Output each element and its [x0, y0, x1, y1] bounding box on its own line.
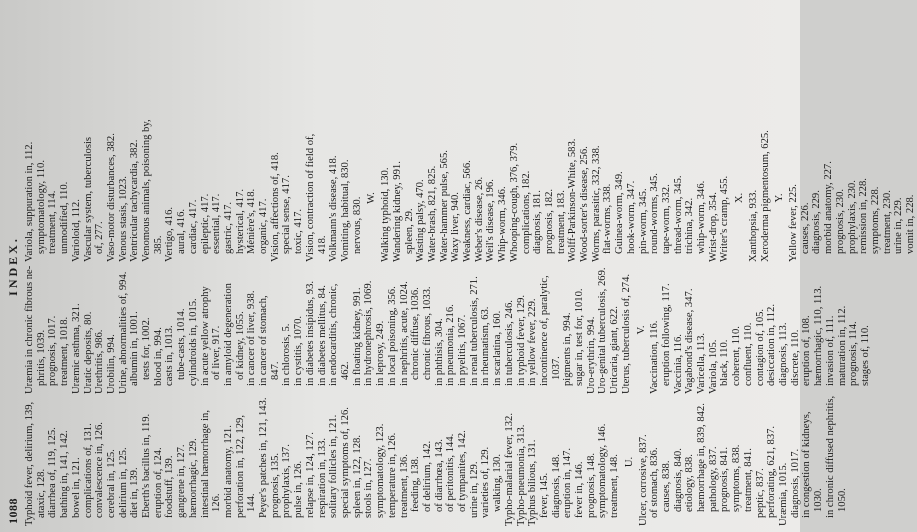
index-entry: round-worms, 345. — [649, 173, 661, 254]
index-entry: Uterus, tuberculosis of, 274. — [620, 273, 632, 394]
page-title: INDEX. — [6, 236, 20, 296]
index-entry: of diarrhœa, 143. — [433, 439, 445, 512]
index-entry: Whooping-cough, 376, 379. — [508, 142, 520, 262]
index-entry: bowel in, 121. — [70, 457, 82, 518]
index-entry: convalescence in, 126. — [94, 422, 106, 518]
index-entry: Wood-sorter's disease, 256. — [579, 146, 591, 262]
index-entry: Uro-erythrin, 994. — [585, 316, 597, 394]
index-entry: confluent, 110. — [742, 322, 754, 386]
index-entry: Peyer's patches in, 121, 143. — [258, 397, 270, 518]
index-entry: in tuberculosis, 246. — [503, 300, 515, 386]
index-entry: Vascular system, tuberculosis — [82, 136, 94, 262]
index-entry: special symptoms of, 126. — [339, 407, 351, 518]
index-entry: in chlorosis, 5. — [281, 323, 293, 386]
index-entry: Uræmia in chronic fibrous ne- — [24, 265, 35, 394]
index-entry: Vaccinia, 116. — [672, 334, 684, 394]
index-entry: 418. — [316, 235, 328, 254]
index-entry: Typhoid fever, delirium, 139, — [24, 401, 35, 526]
index-entry: treatment, 841. — [742, 448, 754, 512]
index-entry: of delirium, 142. — [421, 440, 433, 512]
index-entry: toxic, 417. — [293, 208, 305, 254]
index-entry: perforating, 621, 837. — [766, 425, 778, 518]
index-entry: diarrhea of, 119, 125. — [47, 427, 59, 518]
index-entry: Typho-pneumonia, 313. — [515, 424, 527, 526]
index-entry: Weakness, cardiac, 566. — [462, 160, 474, 262]
index-entry: Waxy liver, 940. — [450, 192, 462, 262]
index-entry: 462. — [339, 361, 351, 380]
index-entry: Xanthopsia, 933. — [747, 189, 759, 262]
index-entry: eruption of, 124. — [152, 447, 164, 518]
index-entry: Eberth's bacillus in, 119. — [141, 413, 153, 518]
index-entry: blood in, 994. — [152, 327, 164, 386]
index-entry: in chronic diffused nephritis, — [824, 395, 836, 518]
index-entry: treatment, 136. — [398, 454, 410, 518]
index-entry: pathology, 837. — [707, 446, 719, 512]
index-entry: in pneumonia, 216. — [445, 304, 457, 386]
index-entry: 1030. — [813, 488, 825, 512]
index-entry: in rheumatism, 63. — [480, 306, 492, 386]
index-entry: cylindroids in, 1015. — [187, 298, 199, 386]
index-entry: desiccation in, 112. — [766, 304, 778, 386]
index-entry: Variola, 105. — [707, 339, 719, 394]
index-entry: causes, 838. — [660, 460, 672, 512]
index-entry: trichina, 342. — [684, 197, 696, 254]
index-entry: prophylaxis, 137. — [281, 444, 293, 518]
index-entry: complications of, 131. — [82, 423, 94, 518]
index-entry: Guinea-worm, 349. — [614, 171, 626, 254]
index-entry: in amyloid degeneration — [222, 283, 234, 386]
index-entry: in diabetes mellitus, 84. — [316, 285, 328, 386]
index-entry: in cancer of stomach, — [258, 295, 270, 386]
index-entry: aural, 416. — [176, 208, 188, 254]
index-entry: Varicella, 113. — [696, 332, 708, 394]
index-entry: Urobilin, 994. — [105, 334, 117, 394]
index-entry: Wasting palsy, 470. — [415, 179, 427, 262]
index-entry: varieties of, 129. — [480, 446, 492, 518]
index-entry: Weber's disease, 26. — [473, 176, 485, 262]
index-entry: prophylaxis, 230. — [846, 180, 858, 254]
index-entry: Vomiting, habitual, 830. — [339, 159, 351, 262]
index-entry: feeding, 138. — [410, 456, 422, 512]
index-entry: cerebral in, 125. — [105, 449, 117, 518]
index-entry: walking, 130. — [492, 454, 504, 512]
index-section-letter: X. — [734, 192, 746, 204]
index-entry: foodstuff, 139. — [164, 455, 176, 518]
index-entry: essential, 417. — [211, 193, 223, 254]
index-entry: Venomous animals, poisoning by, — [141, 119, 153, 262]
index-entry: black, 110. — [719, 339, 731, 386]
index-entry: in pyelitis, 1067. — [457, 314, 469, 386]
index-entry: Weil's disease, 196. — [485, 179, 497, 262]
index-entry: treatment, 230. — [881, 190, 893, 254]
index-entry: diagnosis, 229. — [811, 190, 823, 254]
index-entry: Wrist-drop, 354. — [707, 192, 719, 262]
index-entry: solitary follicles in, 121. — [328, 414, 340, 518]
index-entry: hæmorrhagic, 129. — [187, 438, 199, 518]
index-entry: Wolff-Parkinson-White, 583. — [567, 138, 579, 262]
index-entry: Walking typhoid, 130. — [380, 167, 392, 262]
index-entry: diagnosis, 1017. — [789, 448, 801, 518]
index-entry: sugar in, test for, 1010. — [574, 288, 586, 386]
index-entry: in typhoid fever, 129. — [515, 294, 527, 386]
index-entry: tube-casts, 1014. — [176, 308, 188, 380]
index-entry: Xeroderma pigmentosum, 625. — [759, 130, 771, 262]
index-entry: discrete, 110. — [789, 329, 801, 386]
index-entry: chronic fibrous, 1033. — [421, 286, 433, 380]
index-section-letter: Y. — [774, 193, 786, 203]
index-entry: Variola, suppuration in, 112. — [24, 141, 35, 262]
index-entry: symptomatology, 146. — [597, 423, 609, 518]
index-entry: morbid anatomy, 121. — [222, 425, 234, 518]
index-entry: prognosis, 1017. — [47, 315, 59, 386]
index-entry: eruption following, 117. — [660, 283, 672, 386]
index-entry: phritis, 1039. — [35, 329, 47, 386]
index-entry: urine in, 129. — [468, 461, 480, 518]
index-entry: of kidney, 1055. — [234, 311, 246, 380]
index-entry: treatment, 183. — [555, 190, 567, 254]
index-entry: prognosis, 182. — [543, 188, 555, 254]
index-entry: Uræmia, 1015. — [778, 462, 789, 526]
index-entry: nervous, 830. — [351, 196, 363, 254]
index-entry: Vertigo, 416. — [164, 206, 176, 262]
index-entry: Typhus bilious, 131. — [527, 439, 539, 526]
index-entry: in renal tuberculosis, 271. — [468, 276, 480, 386]
index-entry: in nephritis, acute, 1024. — [398, 281, 410, 386]
index-entry: symptoms, 228. — [869, 186, 881, 254]
index-entry: Water-brash, 821, 825. — [426, 165, 438, 262]
index-entry: of peritonitis, 144. — [445, 433, 457, 512]
index-entry: remission in, 228. — [858, 178, 870, 254]
index-entry: gangrene in, 127. — [176, 444, 188, 518]
index-entry: diagnosis, 840. — [672, 448, 684, 512]
index-entry: Urethritis, 986. — [94, 329, 106, 394]
index-entry: 1037. — [550, 356, 562, 380]
index-entry: Whip-worm, 346. — [497, 186, 509, 262]
index-entry: gastric, 417. — [222, 201, 234, 254]
index-entry: prognosis, 841. — [719, 446, 731, 512]
index-entry: whip-worm, 346. — [696, 180, 708, 254]
page-number: 1088 — [6, 498, 20, 524]
index-section-letter: U. — [623, 456, 635, 468]
index-entry: tests for, 1002. — [141, 317, 153, 380]
index-entry: Ventricular tachycardia, 382. — [129, 139, 141, 262]
index-entry: 385. — [152, 235, 164, 254]
index-entry: 1050. — [836, 488, 848, 512]
index-entry: Vaso-motor disturbances, 382. — [105, 133, 117, 262]
index-entry: causes, 226. — [799, 202, 811, 254]
index-entry: pulse in, 126. — [293, 460, 305, 518]
index-entry: casts in, 1013. — [164, 325, 176, 386]
index-entry: tape-worm, 332. — [660, 184, 672, 254]
index-entry: cardiac, 417. — [187, 199, 199, 254]
index-entry: diagnosis, 181. — [532, 190, 544, 254]
index-entry: treatment, 114. — [47, 190, 59, 254]
index-entry: Urticaria, giant, 622. — [609, 306, 621, 394]
index-column-2 — [24, 265, 871, 394]
index-entry: 126. — [211, 493, 223, 512]
index-entry: relapse in, 124, 127. — [304, 432, 316, 518]
index-entry: in floating kidney, 991. — [351, 287, 363, 386]
index-entry: symptomatology, 123. — [375, 423, 387, 518]
index-entry: coherent, 110. — [731, 326, 743, 386]
index-entry: albumin in, 1001. — [129, 311, 141, 386]
index-entry: 847. — [269, 361, 281, 380]
index-entry: fever in, 146. — [574, 461, 586, 518]
index-entry: prognosis, 148. — [585, 452, 597, 518]
index-entry: treatment, 1018. — [59, 316, 71, 386]
index-entry: symptoms, 838. — [731, 444, 743, 512]
index-entry: pin-worm, 345. — [637, 188, 649, 254]
index-entry: in cancer of liver, 938. — [246, 290, 258, 386]
index-entry: in yellow fever, 229. — [527, 298, 539, 386]
index-entry: perforation in, 122, 129, — [234, 415, 246, 518]
index-entry: of liver, 917. — [211, 325, 223, 380]
index-entry: epileptic, 417. — [199, 193, 211, 254]
index-entry: symptomatology, 110. — [35, 160, 47, 254]
index-entry: peptic, 837. — [754, 468, 766, 518]
index-entry: stools in, 127. — [363, 458, 375, 518]
index-entry: Ulcer, corrosive, 837. — [637, 434, 649, 526]
index-entry: incontinence of, paralytic, — [538, 275, 550, 386]
index-entry: Yellow fever, 225. — [788, 184, 799, 262]
index-entry: etiology, 838. — [684, 454, 696, 512]
index-entry: Volkmann's disease, 418. — [328, 155, 340, 262]
index-entry: eruption of, 108. — [801, 315, 813, 386]
index-entry: maturation in, 112. — [836, 305, 848, 386]
index-entry: in endocarditis, chronic, — [328, 283, 340, 386]
index-entry: Vagabond's disease, 347. — [684, 288, 696, 394]
index-entry: thread-worm, 345. — [672, 175, 684, 254]
index-entry: hæmorrhage in, 839, 842. — [696, 403, 708, 512]
index-entry: Vaccination, 116. — [649, 320, 661, 394]
index-entry: in hydronephrosis, 1069. — [363, 280, 375, 386]
index-entry: spleen in, 122, 128. — [351, 435, 363, 518]
index-entry: temperature in, 126. — [386, 432, 398, 518]
index-column-1 — [24, 395, 848, 526]
index-entry: flat-worms, 338. — [602, 183, 614, 254]
index-entry: Water-hammer pulse, 565. — [438, 150, 450, 262]
index-entry: Worms, parasitic, 332, 338. — [590, 145, 602, 262]
index-entry: in diabetes insipidus, 93. — [304, 280, 316, 386]
index-entry: in acute yellow atrophy — [199, 286, 211, 386]
index-entry: in cystitis, 1070. — [293, 315, 305, 386]
index-entry: in leprosy, 249. — [375, 320, 387, 386]
index-entry: chronic diffuse, 1036. — [410, 287, 422, 380]
index-entry: ataxic, 128. — [35, 468, 47, 518]
index-entry: in scarlatina, 160. — [492, 310, 504, 386]
index-entry: prognosis, 114. — [848, 321, 860, 386]
index-section-letter: W. — [366, 192, 378, 204]
index-entry: spleen, 29. — [403, 208, 415, 254]
index-entry: Wandering kidney, 991. — [391, 161, 403, 262]
index-entry: bathing in, 141, 142. — [59, 430, 71, 518]
index-entry: vomit in, 228. — [905, 194, 917, 254]
index-entry: in phthisis, 304. — [433, 318, 445, 386]
index-entry: diagnosis, 113. — [778, 322, 789, 386]
index-entry: invasion of, 111. — [824, 315, 836, 386]
index-entry: diet in, 139. — [129, 467, 141, 518]
index-entry: Urine, abnormalities of, 994. — [117, 271, 129, 394]
index-entry: Venous stasis, 1023. — [117, 176, 129, 262]
index-entry: intestinal hæmorrhage in, — [199, 410, 211, 518]
index-entry: Typho-malarial fever, 132. — [503, 413, 515, 526]
index-entry: eruption in, 147. — [562, 447, 574, 518]
index-entry: respiration in, 133. — [316, 437, 328, 518]
index-entry: hæmorrhagic, 110, 113. — [813, 285, 825, 386]
index-entry: Uro-genital tuberculosis, 269. — [597, 267, 609, 394]
index-entry: treatment, 148. — [609, 454, 621, 518]
index-entry: prognosis, 230. — [834, 188, 846, 254]
index-column-3 — [24, 119, 917, 262]
index-entry: Writer's cramp, 455. — [719, 175, 731, 262]
index-entry: Uræmic asthma, 321. — [70, 303, 82, 394]
index-entry: prognosis, 135. — [269, 452, 281, 518]
index-entry: hysterical, 417. — [234, 188, 246, 254]
index-entry: Varioloid, 112. — [70, 199, 82, 262]
index-entry: special sense, 417. — [281, 175, 293, 254]
index-entry: contagion of, 105. — [754, 308, 766, 386]
index-entry: of tympanites, 142. — [457, 430, 469, 512]
index-entry: of, 277. — [94, 221, 106, 254]
index-entry: Vision, contraction of field of, — [304, 133, 316, 262]
index-entry: Vision, affections of, 418. — [269, 152, 281, 262]
index-section-letter: V. — [635, 325, 647, 335]
index-entry: of stomach, 836. — [649, 447, 661, 518]
index-entry: Uratic deposits, 80. — [82, 311, 94, 394]
index-entry: hook-worm, 347. — [625, 180, 637, 254]
index-entry: unmodified, 110. — [59, 181, 71, 254]
index-entry: diagnosis, 148. — [550, 454, 562, 518]
index-entry: stages of, 110. — [859, 325, 871, 386]
index-entry: delirium in, 125. — [117, 447, 129, 518]
index-entry: pigments in, 994. — [562, 312, 574, 386]
index-entry: 144. — [246, 493, 258, 512]
index-entry: organic, 417. — [258, 198, 270, 254]
page-header — [6, 0, 22, 532]
index-entry: Ménière's, 418. — [246, 188, 258, 254]
index-entry: complications, 182. — [520, 170, 532, 254]
index-entry: in congestion of kidneys, — [801, 411, 813, 518]
index-entry: fever, 145. — [538, 472, 550, 518]
index-entry: in local poisoning, 356. — [386, 286, 398, 386]
index-entry: morbid anatomy, 227. — [823, 161, 835, 254]
index-entry: urine in, 229. — [893, 197, 905, 254]
